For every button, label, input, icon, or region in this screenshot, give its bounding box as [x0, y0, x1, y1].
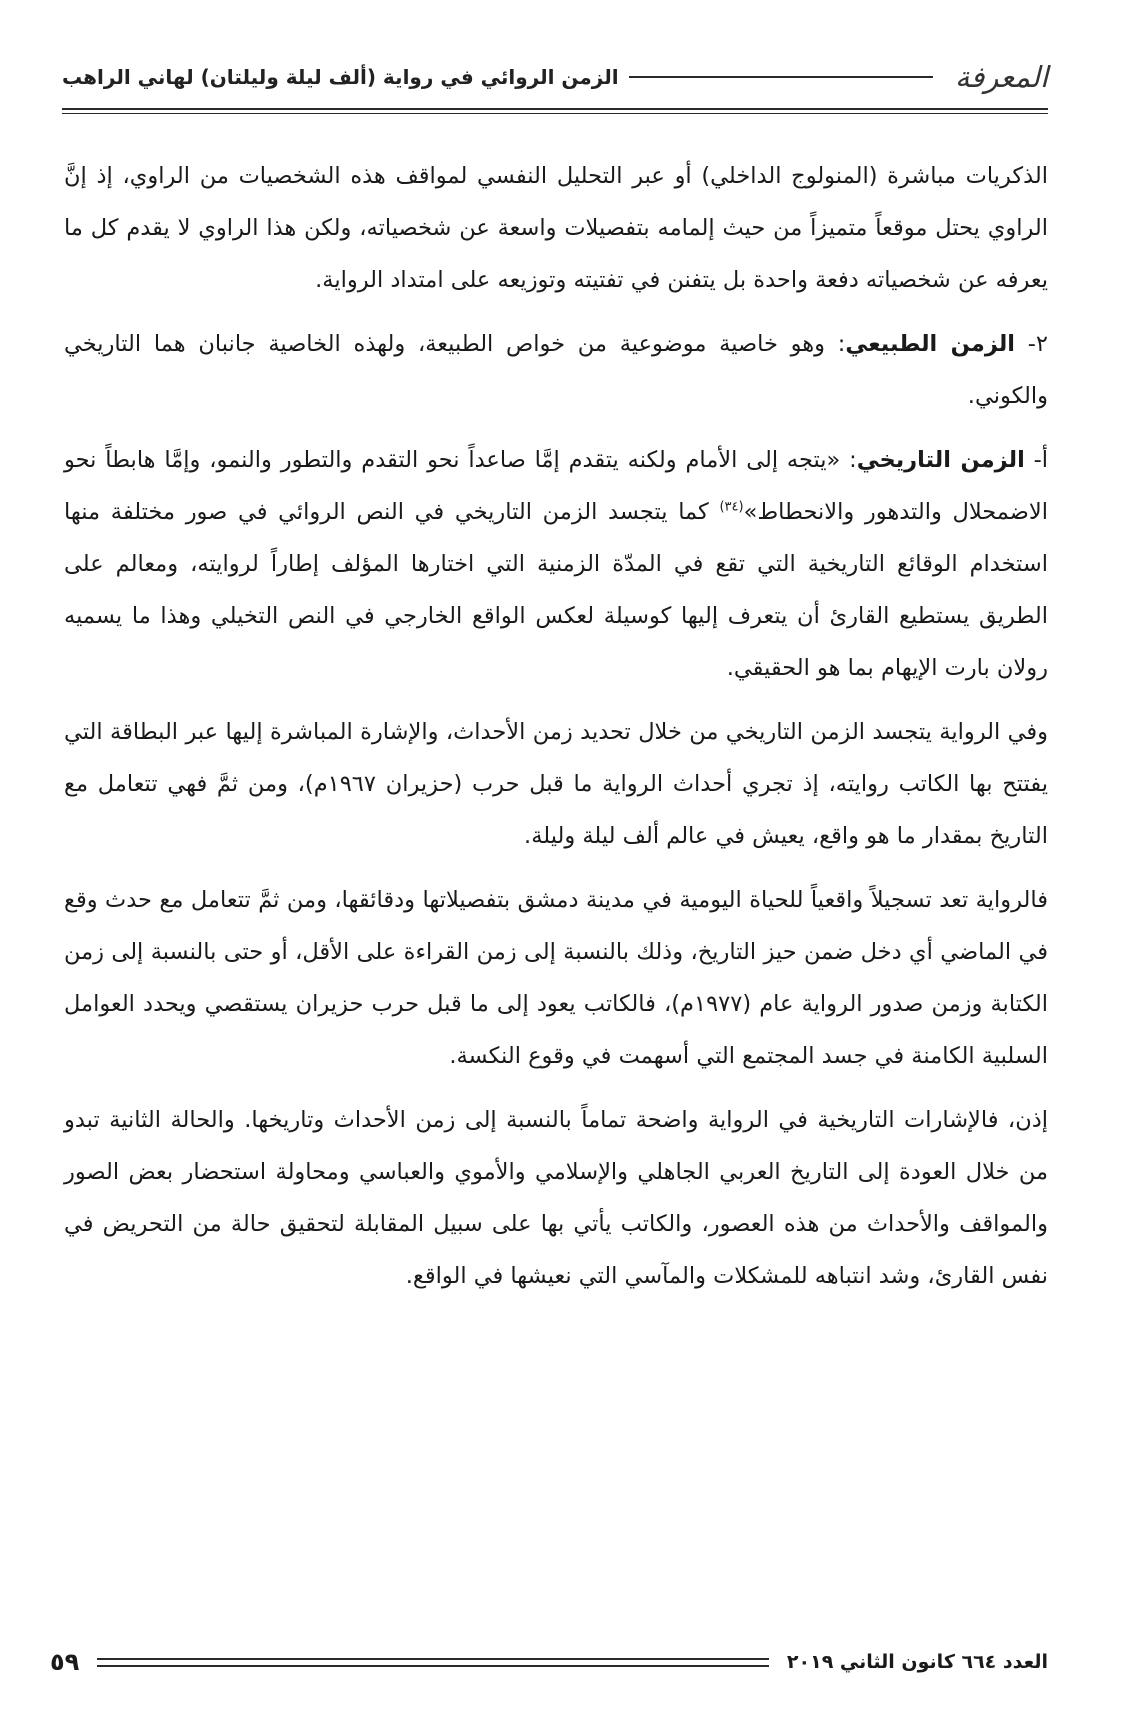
term-heading: الزمن التاريخي	[856, 447, 1025, 473]
footer-divider	[97, 1658, 769, 1667]
page-header	[62, 52, 1048, 102]
header-divider	[629, 76, 933, 78]
paragraph	[64, 1094, 1048, 1302]
footnote-ref: (٣٤)	[719, 499, 744, 515]
paragraph	[64, 318, 1048, 422]
paragraph-text: إذن، فالإشارات التاريخية في الرواية واضحة تماماً بالنسبة إلى زمن الأحداث وتاريخها. والحالة الثانية تبدو من خلال العودة إلى التاريخ العربي الجاهلي والإسلامي والأموي والعباسي ومحاولة استحضار بعض الصور والمواقف والأحداث من هذه العصور، والكاتب يأتي بها على سبيل المقابلة لتحقيق حالة من التحريض في نفس القارئ، وشد انتباهه للمشكلات والمآسي التي نعيشها في الواقع.	[64, 1107, 1048, 1289]
paragraph-text: : «يتجه إلى الأمام ولكنه يتقدم إمَّا صاعداً نحو التقدم والتطور والنمو، وإمَّا هابطاً نحو الاضمحلال والتدهور والانحطاط»	[64, 447, 1048, 525]
header-underline	[62, 108, 1048, 114]
running-title: الزمن الروائي في رواية (ألف ليلة وليلتان) لهاني الراهب	[62, 65, 619, 89]
paragraph-text: وفي الرواية يتجسد الزمن التاريخي من خلال تحديد زمن الأحداث، والإشارة المباشرة إليها عبر البطاقة التي يفتتح بها الكاتب روايته، إذ تجري أحداث الرواية ما قبل حرب (حزيران ١٩٦٧م)، ومن ثمَّ فهي تتعامل مع التاريخ بمقدار ما هو واقع، يعيش في عالم ألف ليلة وليلة.	[64, 719, 1048, 849]
term-heading: الزمن الطبيعي	[845, 331, 1016, 357]
list-marker: أ-	[1024, 447, 1048, 473]
paragraph	[64, 874, 1048, 1082]
article-body	[64, 150, 1048, 1314]
paragraph-text: الذكريات مباشرة (المنولوج الداخلي) أو عبر التحليل النفسي لمواقف هذه الشخصيات من الراوي، إذ إنَّ الراوي يحتل موقعاً متميزاً من حيث إلمامه بتفصيلات واسعة عن شخصياته، ولكن هذا الراوي لا يقدم كل ما يعرفه عن شخصياته دفعة واحدة بل يتفنن في تفتيته وتوزيعه على امتداد الرواية.	[64, 163, 1048, 293]
paragraph	[64, 434, 1048, 694]
paragraph	[64, 150, 1048, 306]
paragraph-text-continued: كما يتجسد الزمن التاريخي في النص الروائي في صور مختلفة منها استخدام الوقائع التاريخية التي تقع في المدّة الزمنية التي اختارها المؤلف إطاراً لروايته، ومعالم على الطريق يستطيع القارئ أن يتعرف إليها كوسيلة لعكس الواقع الخارجي في النص التخيلي وهذا ما يسميه رولان بارت الإيهام بما هو الحقيقي.	[64, 499, 1048, 681]
page-footer	[50, 1642, 1048, 1682]
paragraph	[64, 706, 1048, 862]
paragraph-text: : وهو خاصية موضوعية من خواص الطبيعة، ولهذه الخاصية جانبان هما التاريخي والكوني.	[64, 331, 1048, 409]
paragraph-text: فالرواية تعد تسجيلاً واقعياً للحياة اليومية في مدينة دمشق بتفصيلاتها ودقائقها، ومن ثمَّ تتعامل مع حدث وقع في الماضي أي دخل ضمن حيز التاريخ، وذلك بالنسبة إلى زمن القراءة على الأقل، أو حتى بالنسبة إلى زمن الكتابة وزمن صدور الرواية عام (١٩٧٧م)، فالكاتب يعود إلى ما قبل حرب حزيران يستقصي ويحدد العوامل السلبية الكامنة في جسد المجتمع التي أسهمت في وقوع النكسة.	[64, 887, 1049, 1069]
magazine-logo: المعرفة	[954, 60, 1048, 94]
issue-info: العدد ٦٦٤ كانون الثاني ٢٠١٩	[786, 1651, 1048, 1673]
list-marker: ٢-	[1015, 331, 1048, 357]
page-number: ٥٩	[50, 1648, 80, 1676]
